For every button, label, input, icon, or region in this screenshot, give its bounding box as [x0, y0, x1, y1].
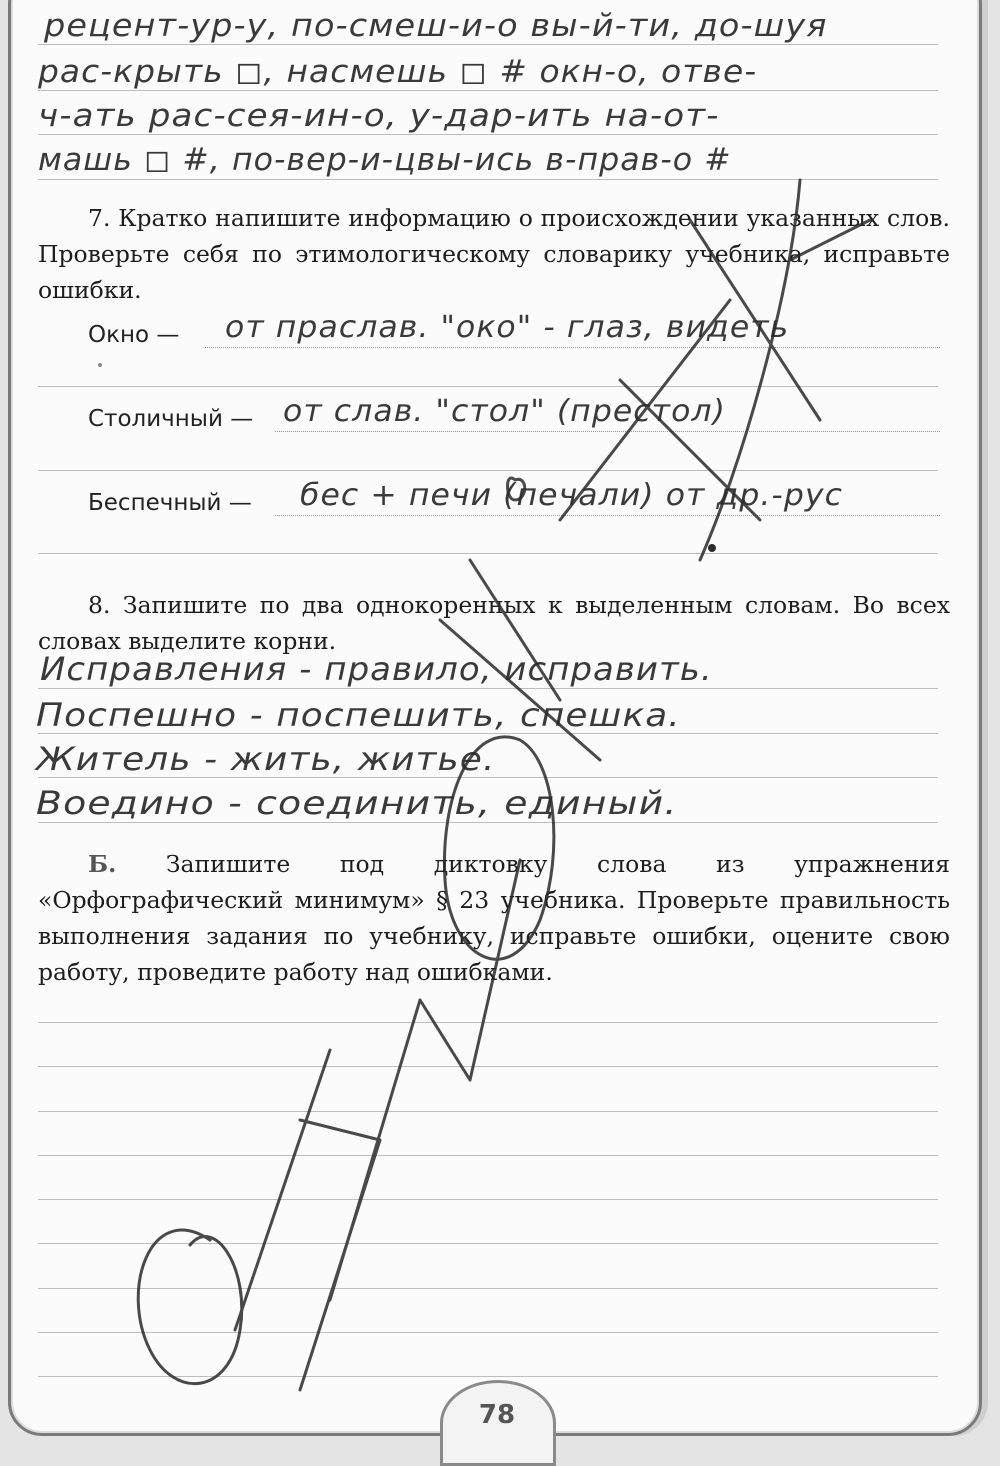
task-8-answer-4: Воедино - соединить, единый. — [36, 784, 678, 822]
page-number: 78 — [478, 1400, 516, 1430]
handwritten-line-3: ч-ать рас-сея-ин-о, у-дар-ить на-от- — [38, 98, 720, 134]
task-b-letter: Б. — [88, 850, 117, 878]
task-8-instructions: 8. Запишите по два однокоренных к выделенным словам. Во всех словах выделите корни. — [38, 591, 950, 655]
task-8-answer-2: Поспешно - поспешить, спешка. — [36, 696, 681, 734]
handwritten-line-4: машь ◻ #, по-вер-и-цвы-ись в-прав-о # — [38, 142, 732, 178]
task-7-label-stolichny: Столичный — — [88, 406, 254, 432]
task-b-text: Запишите под диктовку слова из упражнения «Орфографический минимум» § 23 учебника. Проверьте правильность выполнения задания по учебнику, исправьте ошибки, оцените свою работу, проведите работу над ошибками. — [38, 850, 950, 986]
task-7-answer-bespechny: бес + печи (печали) от др.-рус — [300, 478, 843, 513]
task-7-label-bespechny: Беспечный — — [88, 490, 252, 516]
task-b-instructions — [38, 846, 950, 990]
task-7-answer-stolichny: от слав. "стол" (престол) — [283, 394, 726, 429]
task-8-answer-1: Исправления - правило, исправить. — [40, 650, 713, 688]
handwritten-line-1: рецент-ур-у, по-смеш-и-о вы-й-ти, до-шуя — [44, 8, 828, 44]
handwritten-line-2: рас-крыть ◻, насмешь ◻ # окн-о, отве- — [38, 54, 758, 90]
task-7-answer-okno: от праслав. "око" - глаз, видеть — [225, 310, 790, 345]
task-7-label-okno: Окно — — [88, 322, 180, 348]
task-8-answer-3: Житель - жить, житье. — [36, 740, 496, 778]
task-7-instructions: 7. Кратко напишите информацию о происхождении указанных слов. Проверьте себя по этимологическому словарику учебника, исправьте ошибки. — [38, 204, 950, 304]
